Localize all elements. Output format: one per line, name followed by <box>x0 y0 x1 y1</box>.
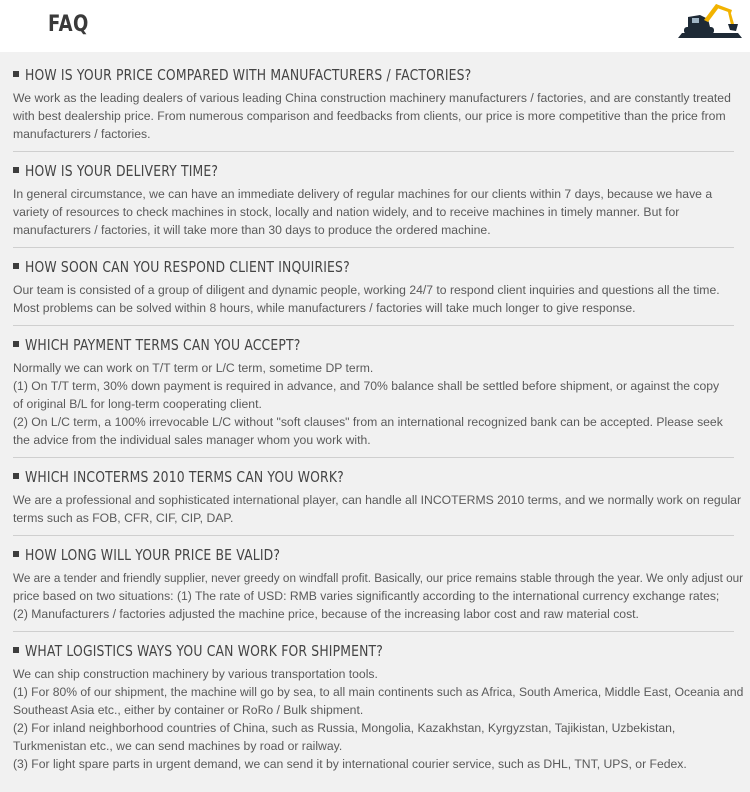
faq-answer-line: Our team is consisted of a group of diligent and dynamic people, working 24/7 to respond client inquiries and questions all the time. <box>13 283 720 297</box>
faq-divider <box>13 325 734 326</box>
faq-answer <box>13 185 743 239</box>
faq-question <box>13 336 369 354</box>
faq-question <box>13 546 344 564</box>
faq-answer-line: We can ship construction machinery by various transportation tools. <box>13 667 378 681</box>
faq-answer <box>13 665 743 773</box>
faq-answer-line: price based on two situations: (1) The rate of USD: RMB varies significantly according to the international currency exchange rates; <box>13 589 720 603</box>
faq-answer <box>13 281 743 317</box>
faq-answer-line: (1) On T/T term, 30% down payment is required in advance, and 70% balance shall be settled before shipment, or against the copy <box>13 379 720 393</box>
faq-divider <box>13 247 734 248</box>
faq-answer-line: We work as the leading dealers of various leading China construction machinery manufacturers / factories, and are constantly treated <box>13 91 731 105</box>
bullet-square-icon <box>13 647 19 653</box>
faq-question-text: WHAT LOGISTICS WAYS YOU CAN WORK FOR SHIPMENT? <box>25 642 384 660</box>
faq-answer <box>13 89 743 143</box>
faq-answer-line: (2) For inland neighborhood countries of China, such as Russia, Mongolia, Kazakhstan, Kyrgyzstan, Tajikistan, Uzbekistan, <box>13 721 676 735</box>
faq-answer-line: manufacturers / factories, it will take more than 30 days to produce the ordered machine. <box>13 223 491 237</box>
bullet-square-icon <box>13 71 19 77</box>
faq-answer-line: We are a professional and sophisticated international player, can handle all INCOTERMS 2010 terms, and we normally work on regular <box>13 493 742 507</box>
faq-question-text: HOW IS YOUR DELIVERY TIME? <box>25 162 219 180</box>
faq-answer-line: In general circumstance, we can have an immediate delivery of regular machines for our clients within 7 days, because we have a <box>13 187 713 201</box>
faq-question-text: WHICH INCOTERMS 2010 TERMS CAN YOU WORK? <box>25 468 344 486</box>
page-title: FAQ <box>48 12 89 37</box>
faq-answer-line: Most problems can be solved within 8 hours, while manufacturers / factories will take much longer to give response. <box>13 301 636 315</box>
faq-question <box>13 468 424 486</box>
faq-question-text: WHICH PAYMENT TERMS CAN YOU ACCEPT? <box>25 336 301 354</box>
bullet-square-icon <box>13 263 19 269</box>
faq-divider <box>13 151 734 152</box>
faq-answer <box>13 491 743 527</box>
faq-answer-line: (3) For light spare parts in urgent demand, we can send it by international courier service, such as DHL, TNT, UPS, or Fedex. <box>13 757 687 771</box>
bullet-square-icon <box>13 341 19 347</box>
faq-divider <box>13 535 734 536</box>
faq-answer-line: (1) For 80% of our shipment, the machine will go by sea, to all main continents such as Africa, South America, Middle East, Oceania and <box>13 685 744 699</box>
faq-divider <box>13 631 734 632</box>
faq-question-text: HOW SOON CAN YOU RESPOND CLIENT INQUIRIES? <box>25 258 350 276</box>
excavator-icon <box>676 0 744 40</box>
faq-divider <box>13 457 734 458</box>
faq-answer-line: with best dealership price. From numerous comparison and feedbacks from clients, our price is more competitive than the price from <box>13 109 726 123</box>
faq-question <box>13 66 583 84</box>
bullet-square-icon <box>13 167 19 173</box>
faq-answer-line: the advice from the individual sales manager whom you work with. <box>13 433 371 447</box>
faq-answer-line: (2) On L/C term, a 100% irrevocable L/C without "soft clauses" from an international recognized bank can be accepted. Please seek <box>13 415 723 429</box>
faq-answer-line: manufacturers / factories. <box>13 127 151 141</box>
faq-answer-line: Normally we can work on T/T term or L/C term, sometime DP term. <box>13 361 374 375</box>
faq-question <box>13 162 266 180</box>
page-header <box>0 0 750 52</box>
faq-answer <box>13 569 743 623</box>
faq-question-text: HOW LONG WILL YOUR PRICE BE VALID? <box>25 546 281 564</box>
faq-answer-line: variety of resources to check machines in stock, locally and nation widely, and to receive machines in timely manner. But for <box>13 205 680 219</box>
faq-answer <box>13 359 743 449</box>
faq-question-text: HOW IS YOUR PRICE COMPARED WITH MANUFACTURERS / FACTORIES? <box>25 66 472 84</box>
faq-question <box>13 258 431 276</box>
faq-answer-line: terms such as FOB, CFR, CIF, CIP, DAP. <box>13 511 234 525</box>
faq-answer-line: of original B/L for long-term cooperating client. <box>13 397 262 411</box>
faq-answer-line: Turkmenistan etc., we can send machines by road or railway. <box>13 739 343 753</box>
faq-answer-line: (2) Manufacturers / factories adjusted the machine price, because of the increasing labor cost and raw material cost. <box>13 607 639 621</box>
faq-answer-line: Southeast Asia etc., either by container or RoRo / Bulk shipment. <box>13 703 364 717</box>
bullet-square-icon <box>13 473 19 479</box>
faq-question <box>13 642 473 660</box>
bullet-square-icon <box>13 551 19 557</box>
faq-answer-line: We are a tender and friendly supplier, never greedy on windfall profit. Basically, our price remains stable through the year. We only adjust our <box>13 571 744 585</box>
